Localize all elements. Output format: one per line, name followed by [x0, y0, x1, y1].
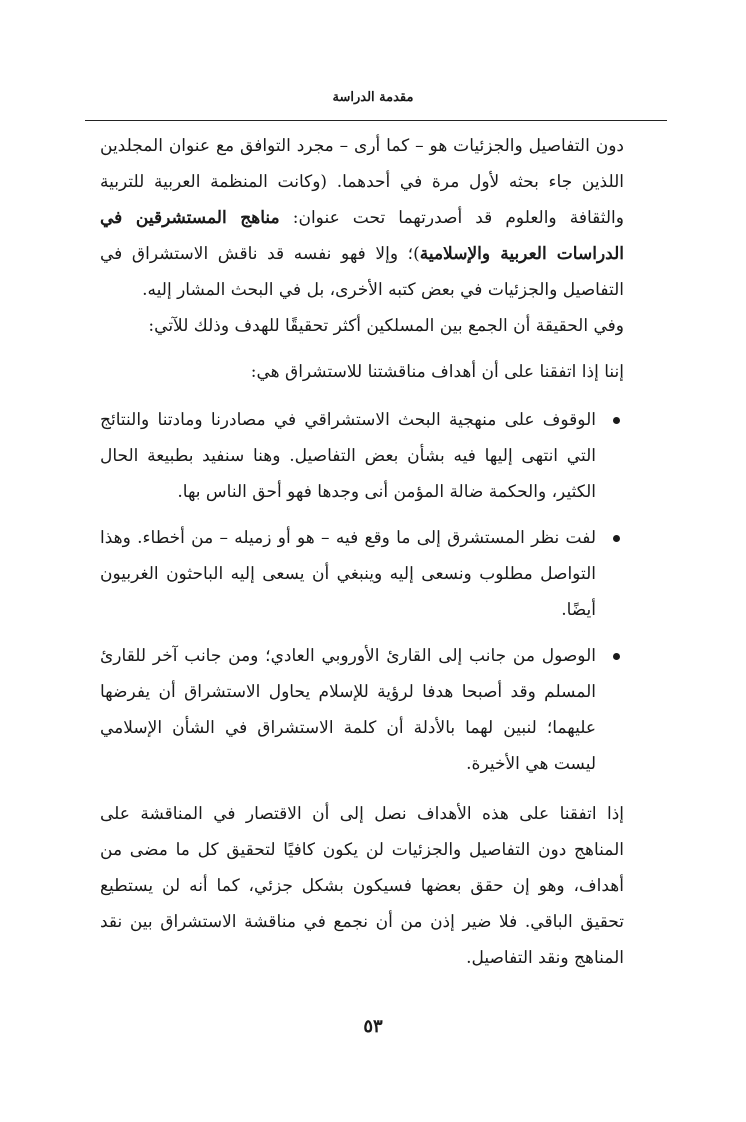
objectives-list	[100, 402, 624, 782]
list-item	[100, 402, 624, 510]
list-item	[100, 638, 624, 782]
list-item-text: لفت نظر المستشرق إلى ما وقع فيه – هو أو زميله – من أخطاء. وهذا التواصل مطلوب ونسعى إليه وينبغي أن يسعى إليه الباحثون الغربيون أيضًا.	[100, 528, 596, 620]
page-number: ٥٣	[363, 1016, 383, 1037]
header-rule	[85, 120, 667, 121]
paragraph-3: إننا إذا اتفقنا على أن أهداف مناقشتنا للاستشراق هي:	[250, 362, 624, 382]
list-item-text: الوقوف على منهجية البحث الاستشراقي في مصادرنا ومادتنا والنتائج التي انتهى إليها فيه بشأن بعض التفاصيل. وهنا سنفيد بطبيعة الحال الكثير، والحكمة ضالة المؤمن أنى وجدها فهو أحق الناس بها.	[100, 410, 596, 502]
bullet-icon	[613, 535, 620, 542]
list-item	[100, 520, 624, 628]
bullet-icon	[613, 653, 620, 660]
paragraph-4: إذا اتفقنا على هذه الأهداف نصل إلى أن الاقتصار في المناقشة على المناهج دون التفاصيل والجزئيات لن يكون كافيًا لتحقيق كل ما مضى من أهداف، وهو إن حقق بعضها فسيكون بشكل جزئي، كما أنه لن يستطيع تحقيق الباقي. فلا ضير إذن من أن نجمع في مناقشة الاستشراق بين نقد المناهج ونقد التفاصيل.	[100, 804, 624, 968]
paragraph-1-part-b: )؛ وإلا فهو نفسه قد ناقش الاستشراق في التفاصيل والجزئيات في بعض كتبه الأخرى، بل في البحث المشار إليه.	[100, 244, 624, 300]
list-item-text: الوصول من جانب إلى القارئ الأوروبي العادي؛ ومن جانب آخر للقارئ المسلم وقد أصبحا هدفا لرؤية للإسلام يحاول الاستشراق أن يفرضها عليهما؛ لنبين لهما بالأدلة أن كلمة الاستشراق في الشأن الإسلامي ليست هي الأخيرة.	[100, 646, 596, 774]
paragraph-2: وفي الحقيقة أن الجمع بين المسلكين أكثر تحقيقًا للهدف وذلك للآتي:	[148, 316, 624, 336]
running-head: مقدمة الدراسة	[332, 90, 414, 105]
book-title-bold: مناهج المستشرقين في الدراسات العربية والإسلامية	[100, 208, 624, 264]
body-text	[100, 128, 624, 976]
paragraph-1-part-a: دون التفاصيل والجزئيات هو – كما أرى – مجرد التوافق مع عنوان المجلدين اللذين جاء بحثه لأول مرة في أحدهما. (وكانت المنظمة العربية للتربية والثقافة والعلوم قد أصدرتهما تحت عنوان:	[100, 136, 624, 228]
bullet-icon	[613, 417, 620, 424]
paragraph-1	[100, 128, 624, 308]
